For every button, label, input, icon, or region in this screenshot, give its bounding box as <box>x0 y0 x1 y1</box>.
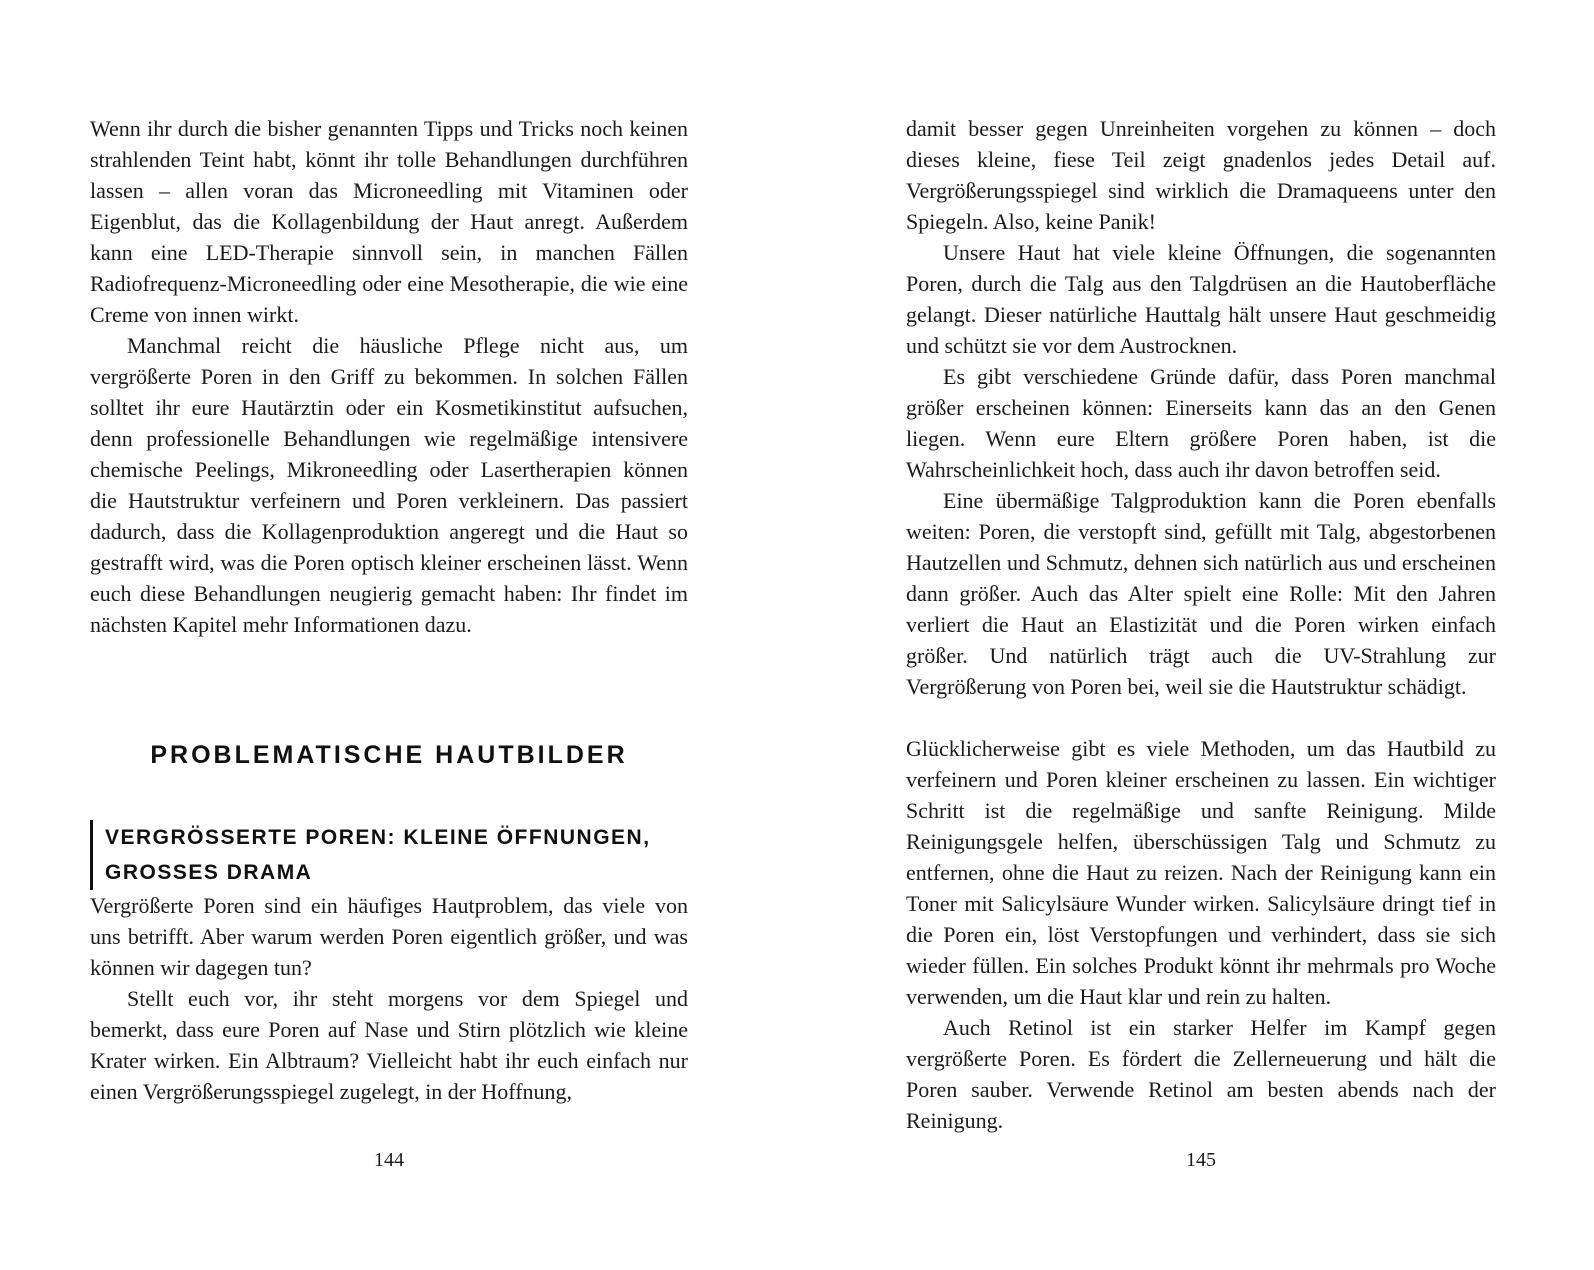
section-heading-line: VERGRÖSSERTE POREN: KLEINE ÖFFNUNGEN, <box>105 826 651 849</box>
page-right <box>906 0 1496 1270</box>
body-paragraph: damit besser gegen Unreinheiten vorgehen zu können – doch dieses kleine, fiese Teil zeigt gnadenlos jedes Detail auf. Vergrößerungsspiegel sind wirklich die Dramaqueens unter den Spiegeln. Also, keine Panik! <box>906 116 1496 234</box>
body-paragraph: Es gibt verschiedene Gründe dafür, dass Poren manchmal größer erscheinen können: Einerseits kann das an den Genen liegen. Wenn eure Eltern größere Poren haben, ist die Wahrscheinlichkeit hoch, dass auch ihr davon betroffen seid. <box>906 364 1496 482</box>
page-left <box>90 0 688 1270</box>
chapter-heading: PROBLEMATISCHE HAUTBILDER <box>150 741 628 769</box>
page-number: 145 <box>1186 1149 1216 1171</box>
body-paragraph: Wenn ihr durch die bisher genannten Tipps und Tricks noch keinen strahlenden Teint habt, könnt ihr tolle Behandlungen durchführen lassen – allen voran das Microneedling mit Vitaminen oder Eigenblut, das die Kollagenbildung der Haut anregt. Außerdem kann eine LED-Therapie sinnvoll sein, in manchen Fällen Radiofrequenz-Microneedling oder eine Mesotherapie, die wie eine Creme von innen wirkt. <box>90 116 688 327</box>
section-heading <box>90 820 688 890</box>
page-content <box>90 113 688 1107</box>
body-paragraph: Eine übermäßige Talgproduktion kann die Poren ebenfalls weiten: Poren, die verstopft sind, gefüllt mit Talg, abgestorbenen Hautzellen und Schmutz, dehnen sich natürlich aus und erscheinen dann größer. Auch das Alter spielt eine Rolle: Mit den Jahren verliert die Haut an Elastizität und die Poren wirken einfach größer. Und natürlich trägt auch die UV-Strahlung zur Vergrößerung von Poren bei, weil sie die Hautstruktur schädigt. <box>906 488 1496 699</box>
body-paragraph: Glücklicherweise gibt es viele Methoden, um das Hautbild zu verfeinern und Poren kleiner erscheinen zu lassen. Ein wichtiger Schritt ist die regelmäßige und sanfte Reinigung. Milde Reinigungsgele helfen, überschüssigen Talg und Schmutz zu entfernen, ohne die Haut zu reizen. Nach der Reinigung kann ein Toner mit Salicylsäure Wunder wirken. Salicylsäure dringt tief in die Poren ein, löst Verstopfungen und verhindert, dass sie sich wieder füllen. Ein solches Produkt könnt ihr mehrmals pro Woche verwenden, um die Haut klar und rein zu halten. <box>906 736 1496 1009</box>
body-paragraph: Manchmal reicht die häusliche Pflege nicht aus, um vergrößerte Poren in den Griff zu bekommen. In solchen Fällen solltet ihr eure Hautärztin oder ein Kosmetikinstitut aufsuchen, denn professionelle Behandlungen wie regelmäßige intensivere chemische Peelings, Mikroneedling oder Lasertherapien können die Hautstruktur verfeinern und Poren verkleinern. Das passiert dadurch, dass die Kollagenproduktion angeregt und die Haut so gestrafft wird, was die Poren optisch kleiner erscheinen lässt. Wenn euch diese Behandlungen neugierig gemacht haben: Ihr findet im nächsten Kapitel mehr Informationen dazu. <box>90 333 688 637</box>
body-paragraph: Vergrößerte Poren sind ein häufiges Hautproblem, das viele von uns betrifft. Aber warum werden Poren eigentlich größer, und was können wir dagegen tun? <box>90 893 688 980</box>
page-content <box>906 113 1496 1136</box>
body-paragraph: Auch Retinol ist ein starker Helfer im Kampf gegen vergrößerte Poren. Es fördert die Zellerneuerung und hält die Poren sauber. Verwende Retinol am besten abends nach der Reinigung. <box>906 1015 1496 1133</box>
page-number: 144 <box>374 1149 404 1171</box>
section-heading-line: GROSSES DRAMA <box>105 861 313 884</box>
body-paragraph: Unsere Haut hat viele kleine Öffnungen, die sogenannten Poren, durch die Talg aus den Talgdrüsen an die Hautoberfläche gelangt. Dieser natürliche Hauttalg hält unsere Haut geschmeidig und schützt sie vor dem Austrocknen. <box>906 240 1496 358</box>
body-paragraph: Stellt euch vor, ihr steht morgens vor dem Spiegel und bemerkt, dass eure Poren auf Nase und Stirn plötzlich wie kleine Krater wirken. Ein Albtraum? Vielleicht habt ihr euch einfach nur einen Vergrößerungsspiegel zugelegt, in der Hoffnung, <box>90 986 688 1104</box>
